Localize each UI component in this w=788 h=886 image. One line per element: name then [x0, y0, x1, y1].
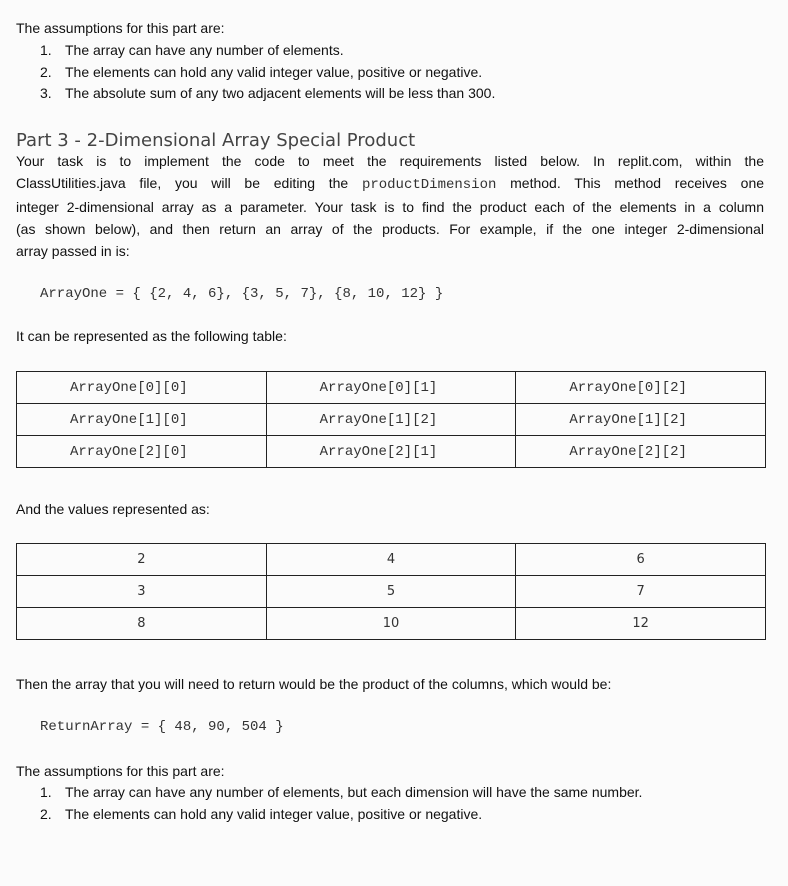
return-intro: Then the array that you will need to return would be the product of the columns, which would be:	[16, 676, 612, 692]
part2-assumptions-list	[40, 40, 495, 105]
list-item: 3. The absolute sum of any two adjacent elements will be less than 300.	[40, 85, 496, 101]
table-intro: It can be represented as the following table:	[16, 328, 287, 344]
task-paragraph: Your task is to implement the code to meet the requirements listed below. In replit.com, within the ClassUtilities.java file, you will be editing the productDimension method. This method receives one integer 2-dimensional array as a parameter. Your task is to find the product each of the elements in a column (as shown below), and then return an array of the products. For example, if the one integer 2-dimensional array passed in is:	[16, 153, 765, 259]
list-item: 1. The array can have any number of elements, but each dimension will have the same number.	[40, 784, 643, 800]
table-row: 2 4 6	[17, 544, 766, 576]
code-example-returnarray: ReturnArray = { 48, 90, 504 }	[40, 719, 284, 735]
list-item: 2. The elements can hold any valid integer value, positive or negative.	[40, 805, 483, 822]
code-example-arrayone: ArrayOne = { {2, 4, 6}, {3, 5, 7}, {8, 10, 12} }	[40, 286, 444, 302]
part2-assumptions-intro: The assumptions for this part are:	[16, 20, 225, 36]
table-row: 8 10 12	[17, 608, 766, 640]
table-row: ArrayOne[1][0] ArrayOne[1][2] ArrayOne[1][2]	[17, 404, 766, 436]
list-item: 2. The elements can hold any valid integer value, positive or negative.	[40, 63, 483, 80]
value-table	[16, 543, 766, 640]
values-intro: And the values represented as:	[16, 501, 210, 517]
part3-assumptions-list	[40, 782, 642, 825]
section-heading: Part 3 - 2-Dimensional Array Special Product	[16, 130, 416, 151]
list-item: 1. The array can have any number of elements.	[40, 42, 344, 58]
table-row: ArrayOne[0][0] ArrayOne[0][1] ArrayOne[0][2]	[17, 372, 766, 404]
index-table	[16, 371, 766, 468]
part3-assumptions-intro: The assumptions for this part are:	[16, 763, 225, 779]
table-row: ArrayOne[2][0] ArrayOne[2][1] ArrayOne[2][2]	[17, 436, 766, 468]
table-row: 3 5 7	[17, 576, 766, 608]
method-name-code: productDimension	[361, 177, 497, 193]
